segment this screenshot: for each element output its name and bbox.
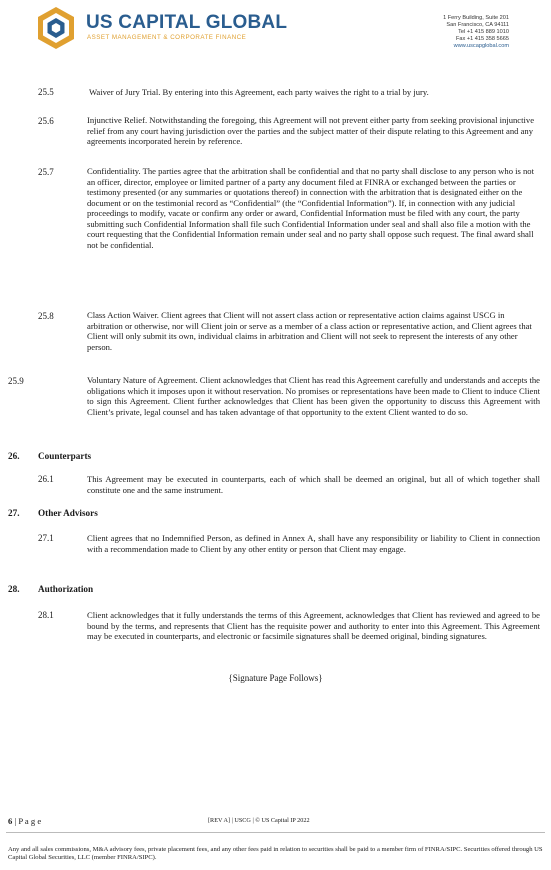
clause-number: 25.9 xyxy=(8,376,24,386)
clause-26-1-text: This Agreement may be executed in counterparts, each of which shall be deemed an original, but all of which together shall constitute one and the same instrument. xyxy=(87,474,540,495)
section-number: 26. xyxy=(8,451,20,461)
brand-tagline: ASSET MANAGEMENT & CORPORATE FINANCE xyxy=(87,34,247,41)
clause-number: 25.6 xyxy=(38,116,54,126)
brand-name: US CAPITAL GLOBAL xyxy=(86,12,288,33)
address-line2: San Francisco, CA 94111 xyxy=(446,22,509,29)
footer-disclaimer: Any and all sales commissions, M&A advisory fees, private placement fees, and any other fees paid in relation to securities shall be paid to a member firm of FINRA/SIPC. Securities offered through US Capital Global Securities, LLC (member FINRA/SIPC). xyxy=(8,846,543,861)
signature-page-note: {Signature Page Follows} xyxy=(228,673,323,683)
clause-25-9-text: Voluntary Nature of Agreement. Client acknowledges that Client has read this Agreement carefully and understands and accepts the obligations which it imposes upon it without reservation. No promises or representations have been made to Client to induce Client to sign this Agreement. Client further acknowledges that Client has been given the opportunity to discuss this Agreement with Client’s private, legal counsel and has taken advantage of that opportunity to the extent Client wanted to do so. xyxy=(87,375,540,417)
clause-number: 25.7 xyxy=(38,167,54,177)
clause-25-6-text: Injunctive Relief. Notwithstanding the foregoing, this Agreement will not prevent either party from seeking provisional injunctive relief from any court having jurisdiction over the parties and the subject matter of their dispute relating to this Agreement and any agreements incorporated herein by reference. xyxy=(87,115,535,147)
clause-25-8-text: Class Action Waiver. Client agrees that Client will not assert class action or representative action claims against USCG in arbitration or otherwise, nor will Client join or serve as a member of a class action or representative action, and Client agrees that Client will only submit its own, individual claims in arbitration and Client will not seek to represent the interests of any other person. xyxy=(87,310,532,352)
revision-label: [REV A] | USCG | © US Capital IP 2022 xyxy=(208,817,310,824)
section-number: 27. xyxy=(8,508,20,518)
clause-number: 27.1 xyxy=(38,533,54,543)
clause-25-7-text: Confidentiality. The parties agree that the arbitration shall be confidential and that no party shall disclose to any person who is not an officer, director, employee or limited partner of a party any document filed at FINRA or exchanged between the parties or testimony presented (or any summaries or quotations thereof) in connection with the arbitration that is designated either on the document or on the testimonial record as “Confidential” (the “Confidential Information”). If, in connection with any judicial proceedings to modify, vacate or confirm any order or award, Confidential Information must be filed with any court, the party submitting such Confidential Information shall file such Confidential Information under seal and shall also file a motion with the court requesting that the Confidential Information remain under seal and no party shall oppose such request. The final award shall not be confidential. xyxy=(87,166,534,250)
clause-number: 25.5 xyxy=(38,87,54,97)
page-indicator xyxy=(8,816,41,826)
fax-number: Fax +1 415 358 5665 xyxy=(455,36,509,43)
section-heading-counterparts: Counterparts xyxy=(38,451,92,461)
clause-27-1-text: Client agrees that no Indemnified Person, as defined in Annex A, shall have any responsibility or liability to Client in connection with a recommendation made to Client by any other entity or person that Client may engage. xyxy=(87,533,540,554)
clause-28-1-text: Client acknowledges that it fully understands the terms of this Agreement, acknowledges that Client has reviewed and agreed to be bound by the terms, and represents that Client has the requisite power and authority to enter into this Agreement. This Agreement may be executed in counterparts, and electronic or facsimile signatures shall be deemed original, binding signatures. xyxy=(87,610,540,642)
footer-divider xyxy=(6,832,545,833)
phone-number: Tel +1 415 889 1010 xyxy=(458,29,509,36)
clause-number: 26.1 xyxy=(38,474,54,484)
page-number: 6 xyxy=(8,816,13,826)
page-label: | P a g e xyxy=(14,816,42,826)
address-line1: 1 Ferry Building, Suite 201 xyxy=(443,15,509,21)
section-heading-authorization: Authorization xyxy=(38,584,94,594)
contact-block xyxy=(443,15,509,50)
clause-number: 25.8 xyxy=(38,311,54,321)
section-number: 28. xyxy=(8,584,20,594)
website-link[interactable]: www.uscapglobal.com xyxy=(453,43,509,50)
clause-number: 28.1 xyxy=(38,610,54,620)
clause-25-5-text: Waiver of Jury Trial. By entering into this Agreement, each party waives the right to a trial by jury. xyxy=(89,87,429,97)
company-logo-icon xyxy=(36,6,76,50)
section-heading-other-advisors: Other Advisors xyxy=(38,508,98,518)
